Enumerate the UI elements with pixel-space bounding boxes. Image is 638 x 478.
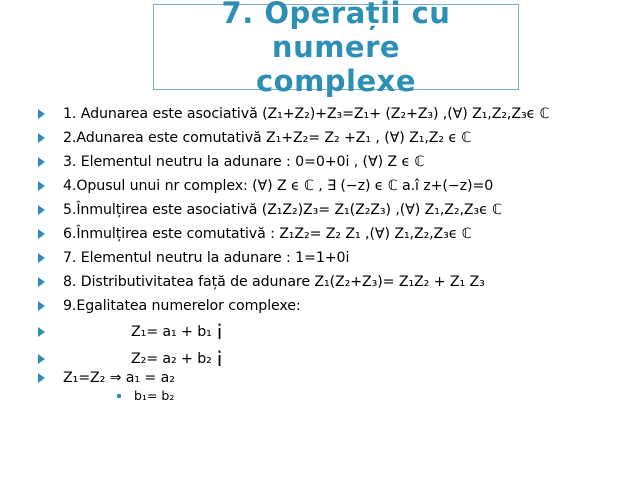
list-item bbox=[38, 150, 630, 174]
arrow-bullet-icon bbox=[38, 253, 45, 263]
arrow-bullet-icon bbox=[38, 301, 45, 311]
arrow-bullet-icon bbox=[38, 205, 45, 215]
arrow-bullet-icon bbox=[38, 229, 45, 239]
list-item bbox=[38, 222, 630, 246]
list-item-equation-3 bbox=[38, 366, 630, 390]
list-item-text: 1. Adunarea este asociativă (Z₁+Z₂)+Z₃=Z₁+ (Z₂+Z₃) ,(∀) Z₁,Z₂,Z₃ϵ ℂ bbox=[63, 106, 550, 122]
equation-text: Z₁= a₁ + b₁ bbox=[131, 324, 212, 340]
list-item bbox=[38, 126, 630, 150]
list-item bbox=[38, 102, 630, 126]
list-item-text: 9.Egalitatea numerelor complexe: bbox=[63, 298, 301, 314]
list-item bbox=[38, 198, 630, 222]
list-item-text: 8. Distributivitatea față de adunare Z₁(Z₂+Z₃)= Z₁Z₂ + Z₁ Z₃ bbox=[63, 274, 485, 290]
list-item bbox=[38, 270, 630, 294]
equation-text: Z₁=Z₂ ⇒ a₁ = a₂ bbox=[63, 370, 175, 386]
list-item-text: 4.Opusul unui nr complex: (∀) Z ϵ ℂ , ∃ (−z) ϵ ℂ a.î z+(−z)=0 bbox=[63, 178, 494, 194]
title-line-2: complexe bbox=[255, 64, 417, 98]
arrow-bullet-icon bbox=[38, 133, 45, 143]
arrow-bullet-icon bbox=[38, 373, 45, 383]
list-item-equation-1 bbox=[38, 320, 630, 344]
arrow-bullet-icon bbox=[38, 354, 45, 364]
square-bullet-icon bbox=[117, 394, 121, 398]
arrow-bullet-icon bbox=[38, 181, 45, 191]
sub-list-item bbox=[117, 388, 174, 403]
list-item-text: 2.Adunarea este comutativă Z₁+Z₂= Z₂ +Z₁ , (∀) Z₁,Z₂ ϵ ℂ bbox=[63, 130, 472, 146]
list-item bbox=[38, 174, 630, 198]
list-item-text: 3. Elementul neutru la adunare : 0=0+0i , (∀) Z ϵ ℂ bbox=[63, 154, 425, 170]
arrow-bullet-icon bbox=[38, 277, 45, 287]
list-item bbox=[38, 246, 630, 270]
imaginary-unit: i bbox=[216, 320, 223, 344]
list-item-text: 5.Înmulțirea este asociativă (Z₁Z₂)Z₃= Z₁(Z₂Z₃) ,(∀) Z₁,Z₂,Z₃ϵ ℂ bbox=[63, 202, 502, 218]
imaginary-unit: i bbox=[216, 347, 223, 371]
equation-text: Z₂= a₂ + b₂ bbox=[131, 351, 212, 367]
arrow-bullet-icon bbox=[38, 327, 45, 337]
arrow-bullet-icon bbox=[38, 109, 45, 119]
arrow-bullet-icon bbox=[38, 157, 45, 167]
title-line-1: 7. Operații cu numere bbox=[221, 0, 451, 64]
list-item bbox=[38, 294, 630, 318]
list-item-text: 6.Înmulțirea este comutativă : Z₁Z₂= Z₂ Z₁ ,(∀) Z₁,Z₂,Z₃ϵ ℂ bbox=[63, 226, 472, 242]
sub-item-text: b₁= b₂ bbox=[134, 388, 175, 403]
list-item-text: 7. Elementul neutru la adunare : 1=1+0i bbox=[63, 250, 350, 266]
